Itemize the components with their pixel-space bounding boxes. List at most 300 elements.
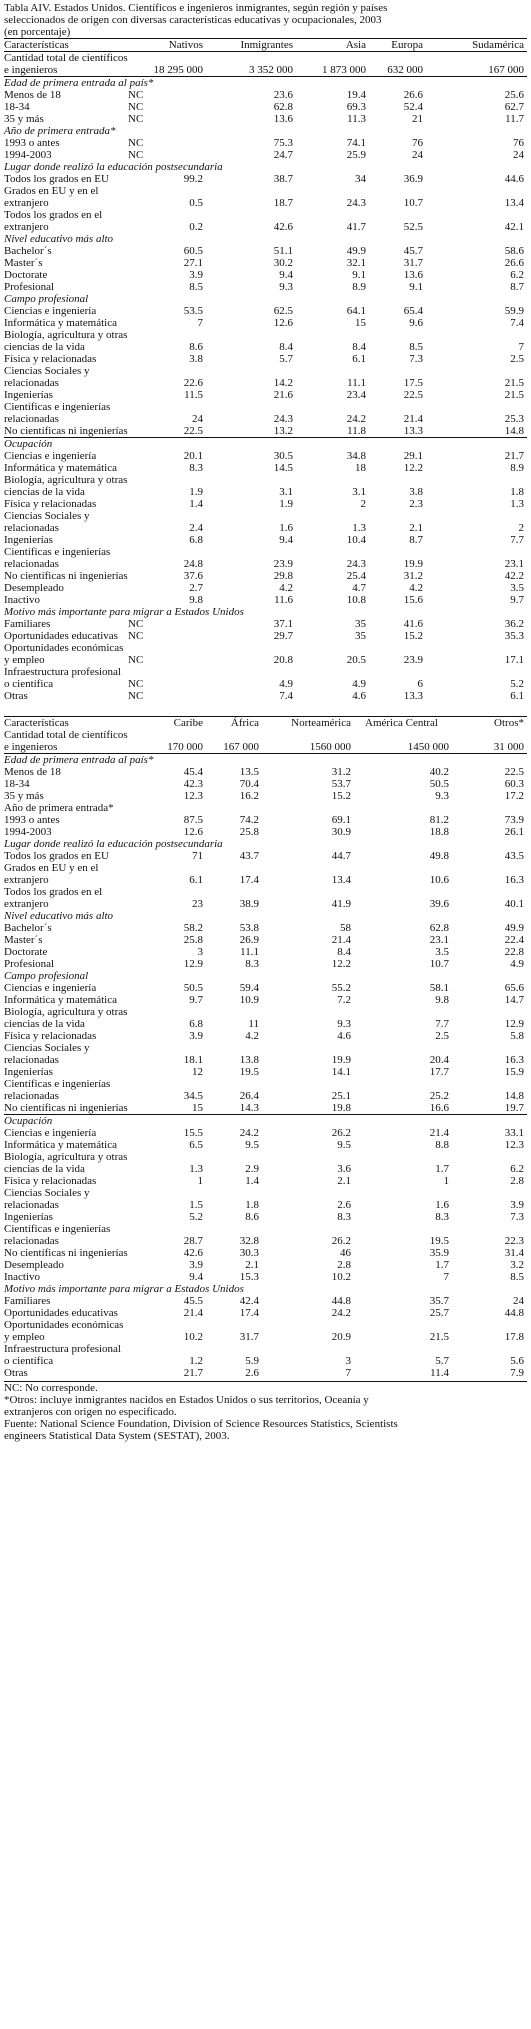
table-cell: 49.8 xyxy=(429,850,449,862)
row-label: 35 y más xyxy=(4,790,44,802)
table-cell: 25.7 xyxy=(429,1307,449,1319)
table-cell: 26.2 xyxy=(331,1127,351,1139)
table-cell: 2.4 xyxy=(189,522,203,534)
table-cell: 76 xyxy=(412,137,423,149)
table-row xyxy=(4,450,527,462)
row-label: Ciencias Sociales y relacionadas xyxy=(4,1187,90,1211)
table-cell: 6.8 xyxy=(189,1018,203,1030)
table-cell: 16.6 xyxy=(429,1102,449,1114)
section-header: Edad de primera entrada al país* xyxy=(4,77,154,89)
table-cell: 26.9 xyxy=(239,934,259,946)
table-cell: 6.8 xyxy=(189,534,203,546)
table-cell: 4.2 xyxy=(279,582,293,594)
table-row xyxy=(4,52,527,77)
table-cell: 1560 000 xyxy=(309,741,351,753)
table-cell: NC xyxy=(128,630,144,642)
section-header-row xyxy=(4,606,527,618)
section-header-row xyxy=(4,233,527,245)
table-cell: 34.8 xyxy=(346,450,366,462)
table-cell: 41.6 xyxy=(403,618,423,630)
table-cell: 3.2 xyxy=(510,1259,524,1271)
table-cell: 28.7 xyxy=(183,1235,203,1247)
table-cell: 1 xyxy=(443,1175,449,1187)
table-cell: 7.4 xyxy=(279,690,293,702)
table-cell: 5.9 xyxy=(245,1355,259,1367)
table-cell: 41.7 xyxy=(346,221,366,233)
table-cell: 13.3 xyxy=(403,425,423,437)
table-row xyxy=(4,1271,527,1283)
table-cell: 7.7 xyxy=(435,1018,449,1030)
table-cell: 37.6 xyxy=(183,570,203,582)
table-cell: 1450 000 xyxy=(407,741,449,753)
table-cell: 6.1 xyxy=(510,690,524,702)
table-cell: 20.9 xyxy=(331,1331,351,1343)
table-cell: 8.3 xyxy=(189,462,203,474)
table-cell: 31.7 xyxy=(403,257,423,269)
table-cell: 2.1 xyxy=(337,1175,351,1187)
table-cell: 10.4 xyxy=(346,534,366,546)
row-label: Grados en EU y en el extranjero xyxy=(4,862,99,886)
table-row xyxy=(4,934,527,946)
table-cell: 20.5 xyxy=(346,654,366,666)
row-label: Científicas e ingenierías relacionadas xyxy=(4,546,111,570)
table-cell: 17.8 xyxy=(504,1331,524,1343)
table-cell: 21.5 xyxy=(504,377,524,389)
table-regiones xyxy=(4,716,527,1379)
table-cell: 17.7 xyxy=(429,1066,449,1078)
table-cell: 36.2 xyxy=(504,618,524,630)
table-cell: 7.3 xyxy=(510,1211,524,1223)
row-label: Master´s xyxy=(4,934,43,946)
table-cell: 8.6 xyxy=(189,341,203,353)
table-cell: 29.7 xyxy=(273,630,293,642)
section-header: Motivo más importante para migrar a Estados Unidos xyxy=(4,1283,244,1295)
table-cell: 12.3 xyxy=(504,1139,524,1151)
table-cell: 3.9 xyxy=(189,1030,203,1042)
table-cell: 9.3 xyxy=(435,790,449,802)
column-header: Características xyxy=(4,717,69,729)
row-label: Master´s xyxy=(4,257,43,269)
table-cell: 1.7 xyxy=(435,1259,449,1271)
table-cell: 30.9 xyxy=(331,826,351,838)
table-cell: 5.7 xyxy=(279,353,293,365)
table-row xyxy=(4,814,527,826)
table-row xyxy=(4,826,527,838)
row-label: Oportunidades económicas y empleo xyxy=(4,1319,124,1343)
table-cell: 13.4 xyxy=(504,197,524,209)
table-cell: 25.8 xyxy=(239,826,259,838)
section-header-row xyxy=(4,1283,527,1295)
table-cell: 44.7 xyxy=(331,850,351,862)
table-cell: 7 xyxy=(197,317,203,329)
table-cell: 24 xyxy=(192,413,203,425)
table-cell: 21.7 xyxy=(504,450,524,462)
table-row xyxy=(4,778,527,790)
table-row xyxy=(4,922,527,934)
table-cell: 13.3 xyxy=(403,690,423,702)
row-label: Oportunidades económicas y empleo xyxy=(4,642,124,666)
row-label: No científicas ni ingenierías xyxy=(4,425,128,437)
row-label: Informática y matemática xyxy=(4,1139,117,1151)
row-label: Familiares xyxy=(4,618,51,630)
table-cell: 14.2 xyxy=(273,377,293,389)
table-cell: 5.8 xyxy=(510,1030,524,1042)
table-cell: 3 xyxy=(345,1355,351,1367)
row-label: Profesional xyxy=(4,958,55,970)
table-cell: 14.1 xyxy=(331,1066,351,1078)
table-cell: 9.5 xyxy=(337,1139,351,1151)
footnote: NC: No corresponde. xyxy=(4,1382,98,1394)
table-title xyxy=(4,0,527,38)
table-cell: 25.4 xyxy=(346,570,366,582)
table-cell: 7 xyxy=(345,1367,351,1379)
section-header-row xyxy=(4,754,527,767)
table-cell: 3.9 xyxy=(189,1259,203,1271)
table-cell: 19.9 xyxy=(331,1054,351,1066)
row-label: Ciencias e ingeniería xyxy=(4,1127,97,1139)
table-cell: 44.8 xyxy=(331,1295,351,1307)
table-cell: 21.5 xyxy=(429,1331,449,1343)
table-cell: 4.2 xyxy=(245,1030,259,1042)
row-label: Ciencias e ingeniería xyxy=(4,982,97,994)
table-row xyxy=(4,729,527,754)
table-cell: 60.5 xyxy=(183,245,203,257)
table-cell: 12.9 xyxy=(504,1018,524,1030)
table-cell: 7.4 xyxy=(510,317,524,329)
table-cell: 9.1 xyxy=(409,281,423,293)
section-header: Lugar donde realizó la educación postsecundaria xyxy=(4,161,223,173)
table-cell: 45.7 xyxy=(403,245,423,257)
table-cell: 24.8 xyxy=(183,558,203,570)
table-cell: 167 000 xyxy=(488,64,524,76)
table-cell: 74.1 xyxy=(346,137,366,149)
row-label: Infraestructura profesional o científica xyxy=(4,1343,121,1367)
row-label: Otras xyxy=(4,1367,28,1379)
table-row xyxy=(4,1259,527,1271)
row-label: 1993 o antes xyxy=(4,814,60,826)
table-cell: 3.9 xyxy=(189,269,203,281)
table-cell: 23.6 xyxy=(273,89,293,101)
table-row xyxy=(4,690,527,702)
column-header: Inmigrantes xyxy=(240,39,293,51)
table-cell: 3.9 xyxy=(510,1199,524,1211)
column-header: América Central xyxy=(365,717,438,729)
table-cell: 18.8 xyxy=(429,826,449,838)
row-label: Doctorate xyxy=(4,946,48,958)
table-cell: 26.2 xyxy=(331,1235,351,1247)
table-cell: 26.4 xyxy=(239,1090,259,1102)
table-cell: 24.3 xyxy=(273,413,293,425)
section-header: Nivel educativo más alto xyxy=(4,233,114,245)
table-cell: 62.8 xyxy=(429,922,449,934)
table-cell: 2 xyxy=(360,498,366,510)
table-cell: 12 xyxy=(192,1066,203,1078)
table-cell: 22.5 xyxy=(183,425,203,437)
title-line: seleccionados de origen con diversas características educativas y ocupacionales, 2003 xyxy=(4,14,382,26)
table-nativos-inmigrantes xyxy=(4,38,527,702)
table-cell: 14.3 xyxy=(239,1102,259,1114)
row-label: Ciencias Sociales y relacionadas xyxy=(4,365,90,389)
table-row xyxy=(4,209,527,233)
table-cell: 21.7 xyxy=(183,1367,203,1379)
row-label: Desempleado xyxy=(4,1259,64,1271)
table-cell: NC xyxy=(128,137,144,149)
table-cell: 71 xyxy=(192,850,203,862)
table-cell: 19.9 xyxy=(403,558,423,570)
table-row xyxy=(4,462,527,474)
table-cell: 2.1 xyxy=(245,1259,259,1271)
table-cell: 42.3 xyxy=(183,778,203,790)
table-cell: 1.5 xyxy=(189,1199,203,1211)
row-label: Informática y matemática xyxy=(4,994,117,1006)
table-cell: 1.9 xyxy=(279,498,293,510)
table-cell: 0.5 xyxy=(189,197,203,209)
row-label: Profesional xyxy=(4,281,55,293)
column-header: Europa xyxy=(391,39,423,51)
table-cell: 23.4 xyxy=(346,389,366,401)
table-row xyxy=(4,766,527,778)
row-label: Inactivo xyxy=(4,594,41,606)
footnote: engineers Statistical Data System (SESTAT), 2003. xyxy=(4,1430,230,1442)
column-header: Norteamérica xyxy=(291,717,351,729)
table-cell: 31.2 xyxy=(403,570,423,582)
table-cell: 53.7 xyxy=(331,778,351,790)
section-header-row xyxy=(4,970,527,982)
section-header-row xyxy=(4,161,527,173)
table-row xyxy=(4,329,527,353)
table-cell: 25.8 xyxy=(183,934,203,946)
table-cell: 11.4 xyxy=(430,1367,449,1379)
table-cell: 1.6 xyxy=(279,522,293,534)
table-cell: 30.5 xyxy=(273,450,293,462)
table-cell: 9.4 xyxy=(279,269,293,281)
table-row xyxy=(4,1175,527,1187)
table-cell: 55.2 xyxy=(331,982,351,994)
row-label: Ciencias Sociales y relacionadas xyxy=(4,510,90,534)
row-label: Todos los grados en el extranjero xyxy=(4,209,103,233)
table-cell: 50.5 xyxy=(429,778,449,790)
table-row xyxy=(4,89,527,101)
column-header: Otros* xyxy=(494,717,524,729)
row-label: Física y relacionadas xyxy=(4,1175,97,1187)
table-row xyxy=(4,1102,527,1115)
table-row xyxy=(4,1307,527,1319)
row-label: 35 y más xyxy=(4,113,44,125)
table-cell: 23.1 xyxy=(504,558,524,570)
table-cell: 15 xyxy=(192,1102,203,1114)
table-cell: 19.4 xyxy=(346,89,366,101)
row-label: Bachelor´s xyxy=(4,245,52,257)
section-header: Año de primera entrada* xyxy=(4,802,114,814)
table-cell: 15.3 xyxy=(239,1271,259,1283)
table-row xyxy=(4,389,527,401)
table-cell: 3 xyxy=(197,946,203,958)
table-cell: 42.6 xyxy=(183,1247,203,1259)
table-row xyxy=(4,245,527,257)
section-header: Ocupación xyxy=(4,438,53,450)
table-row xyxy=(4,790,527,802)
table-row xyxy=(4,137,527,149)
table-cell: 15.2 xyxy=(331,790,351,802)
table-cell: 8.3 xyxy=(245,958,259,970)
table-cell: 7.9 xyxy=(510,1367,524,1379)
row-label: 18-34 xyxy=(4,778,30,790)
table-cell: 2.8 xyxy=(510,1175,524,1187)
table-cell: 23.1 xyxy=(429,934,449,946)
table-cell: 11.1 xyxy=(347,377,366,389)
section-header-row xyxy=(4,838,527,850)
table-cell: 18.7 xyxy=(273,197,293,209)
table-cell: 2.5 xyxy=(435,1030,449,1042)
section-header: Motivo más importante para migrar a Estados Unidos xyxy=(4,606,244,618)
table-cell: 58.2 xyxy=(183,922,203,934)
table-cell: 35.7 xyxy=(429,1295,449,1307)
table-cell: 16.3 xyxy=(504,874,524,886)
table-cell: 40.2 xyxy=(429,766,449,778)
table-cell: 13.8 xyxy=(239,1054,259,1066)
table-cell: 3.1 xyxy=(279,486,293,498)
table-cell: 8.3 xyxy=(337,1211,351,1223)
table-cell: 35 xyxy=(355,630,366,642)
table-cell: 8.5 xyxy=(409,341,423,353)
table-cell: 17.4 xyxy=(239,1307,259,1319)
row-label: Todos los grados en EU xyxy=(4,850,109,862)
table-cell: 31.4 xyxy=(504,1247,524,1259)
table-cell: 31.2 xyxy=(331,766,351,778)
table-cell: 21 xyxy=(412,113,423,125)
table-row xyxy=(4,1343,527,1367)
table-row xyxy=(4,1319,527,1343)
table-cell: 62.7 xyxy=(504,101,524,113)
table-cell: 7.2 xyxy=(337,994,351,1006)
table-cell: 2.8 xyxy=(337,1259,351,1271)
table-cell: 29.1 xyxy=(403,450,423,462)
table-cell: 8.7 xyxy=(409,534,423,546)
table-cell: 22.5 xyxy=(403,389,423,401)
table-row xyxy=(4,946,527,958)
table-cell: 4.9 xyxy=(510,958,524,970)
table-header-row xyxy=(4,39,527,52)
table-row xyxy=(4,958,527,970)
table-cell: 20.8 xyxy=(273,654,293,666)
row-label: Menos de 18 xyxy=(4,766,61,778)
row-label: 18-34 xyxy=(4,101,30,113)
table-row xyxy=(4,1151,527,1175)
table-cell: 18 xyxy=(355,462,366,474)
table-cell: NC xyxy=(128,690,144,702)
table-cell: 5.6 xyxy=(510,1355,524,1367)
table-cell: 3.8 xyxy=(189,353,203,365)
table-cell: 17.2 xyxy=(504,790,524,802)
section-header-row xyxy=(4,802,527,814)
table-cell: 15.5 xyxy=(183,1127,203,1139)
table-row xyxy=(4,850,527,862)
table-cell: 10.2 xyxy=(183,1331,203,1343)
table-row xyxy=(4,317,527,329)
table-cell: 44.8 xyxy=(504,1307,524,1319)
table-row xyxy=(4,1030,527,1042)
table-row xyxy=(4,113,527,125)
table-row xyxy=(4,1187,527,1211)
table-cell: 6.1 xyxy=(189,874,203,886)
table-cell: 2.3 xyxy=(409,498,423,510)
table-cell: 9.1 xyxy=(352,269,366,281)
table-cell: 25.9 xyxy=(346,149,366,161)
table-cell: NC xyxy=(128,149,144,161)
table-cell: 9.4 xyxy=(279,534,293,546)
table-cell: 11.3 xyxy=(347,113,366,125)
table-cell: 11.6 xyxy=(274,594,293,606)
row-label: Informática y matemática xyxy=(4,317,117,329)
table-row xyxy=(4,257,527,269)
table-cell: 41.9 xyxy=(331,898,351,910)
table-cell: 42.1 xyxy=(504,221,524,233)
table-row xyxy=(4,994,527,1006)
table-cell: NC xyxy=(128,618,144,630)
table-cell: 74.2 xyxy=(239,814,259,826)
table-cell: NC xyxy=(128,678,144,690)
row-label: No científicas ni ingenierías xyxy=(4,570,128,582)
section-header: Año de primera entrada* xyxy=(4,125,116,137)
section-header-row xyxy=(4,293,527,305)
table-row xyxy=(4,534,527,546)
row-label: Familiares xyxy=(4,1295,51,1307)
section-header-row xyxy=(4,125,527,137)
table-cell: 70.4 xyxy=(239,778,259,790)
table-cell: 6.2 xyxy=(510,269,524,281)
row-label: Física y relacionadas xyxy=(4,498,97,510)
section-header: Lugar donde realizó la educación postsecundaria xyxy=(4,838,223,850)
table-cell: 33.1 xyxy=(504,1127,524,1139)
table-row xyxy=(4,510,527,534)
table-cell: 60.3 xyxy=(504,778,524,790)
row-label: 1994-2003 xyxy=(4,826,52,838)
row-label: Oportunidades educativas xyxy=(4,1307,118,1319)
table-cell: 22.3 xyxy=(504,1235,524,1247)
table-row xyxy=(4,353,527,365)
table-cell: 34 xyxy=(355,173,366,185)
table-cell: 31 000 xyxy=(493,741,524,753)
footnote: *Otros: incluye inmigrantes nacidos en Estados Unidos o sus territorios, Oceanía y xyxy=(4,1394,369,1406)
row-label: No científicas ni ingenierías xyxy=(4,1247,128,1259)
section-header: Nivel educativo más alto xyxy=(4,910,114,922)
table-cell: NC xyxy=(128,654,144,666)
table-cell: 6.5 xyxy=(189,1139,203,1151)
table-cell: 43.5 xyxy=(504,850,524,862)
table-cell: 25.3 xyxy=(504,413,524,425)
table-cell: 51.1 xyxy=(273,245,293,257)
table-cell: 12.6 xyxy=(183,826,203,838)
table-cell: 49.9 xyxy=(346,245,366,257)
table-cell: 11 xyxy=(248,1018,259,1030)
row-label: No científicas ni ingenierías xyxy=(4,1102,128,1114)
table-cell: 1.8 xyxy=(245,1199,259,1211)
table-cell: 2.1 xyxy=(409,522,423,534)
table-cell: 8.5 xyxy=(510,1271,524,1283)
table-row xyxy=(4,149,527,161)
table-cell: 20.1 xyxy=(183,450,203,462)
table-cell: 8.7 xyxy=(510,281,524,293)
table-cell: 5.2 xyxy=(510,678,524,690)
section-header-row xyxy=(4,1115,527,1128)
row-label: 1994-2003 xyxy=(4,149,52,161)
table-cell: 24.3 xyxy=(346,558,366,570)
table-cell: 21.4 xyxy=(331,934,351,946)
row-label: Biología, agricultura y otras ciencias de la vida xyxy=(4,1006,128,1030)
row-label: Todos los grados en EU xyxy=(4,173,109,185)
table-cell: 11.1 xyxy=(240,946,259,958)
table-cell: 4.2 xyxy=(409,582,423,594)
